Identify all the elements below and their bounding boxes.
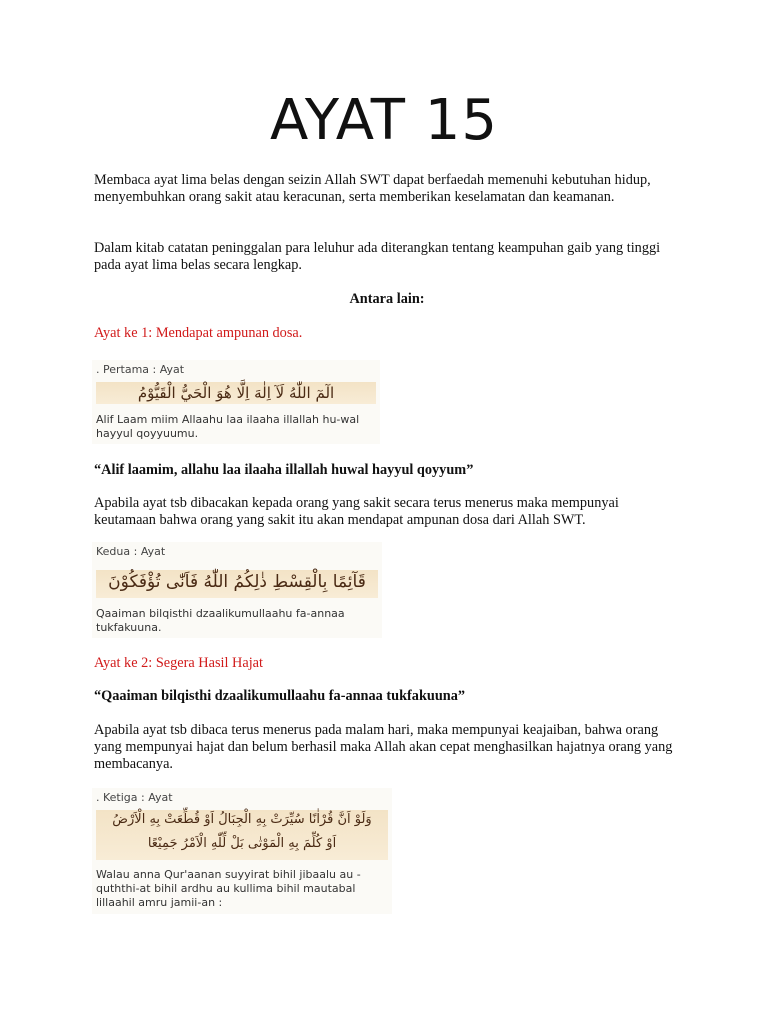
- section2-heading: Ayat ke 2: Segera Hasil Hajat: [94, 655, 264, 671]
- ayat3-scan-image: [92, 788, 392, 914]
- page-title: AYAT 15: [269, 88, 499, 153]
- section1-body: Apabila ayat tsb dibacakan kepada orang yang sakit secara terus menerus maka mempunyai keutamaan bahwa orang yang sakit itu akan mendapat ampunan dosa dari Allah SWT.: [94, 495, 619, 528]
- scan1-transliteration: Alif Laam miim Allaahu laa ilaaha illallah hu-wal hayyul qoyyuumu.: [96, 413, 360, 440]
- scan3-arabic-line1: وَلَوْ اَنَّ قُرْاٰنًا سُيِّرَتْ بِهِ الْجِبَالُ اَوْ قُطِّعَتْ بِهِ الْاَرْضُ: [112, 812, 372, 827]
- section2-body: Apabila ayat tsb dibaca terus menerus pada malam hari, maka mempunyai keajaiban, bahwa orang yang mempunyai hajat dan belum berhasil maka Allah akan cepat menghasilkan hajatnya orang yang membacanya.: [94, 722, 673, 772]
- section1-heading: Ayat ke 1: Mendapat ampunan dosa.: [94, 325, 303, 341]
- scan3-transliteration: Walau anna Qur'aanan suyyirat bihil jibaalu au - quththi-at bihil ardhu au kullima bihil mautabal lillaahil amru jamii-an :: [96, 868, 361, 909]
- scan3-arabic-line2: اَوْ كُلِّمَ بِهِ الْمَوْتٰى بَلْ لِّلّٰهِ الْاَمْرُ جَمِيْعًا: [147, 836, 337, 851]
- intro-paragraph-2: Dalam kitab catatan peninggalan para leluhur ada diterangkan tentang keampuhan gaib yang tinggi pada ayat lima belas secara lengkap.: [94, 240, 661, 273]
- scan2-transliteration: Qaaiman bilqisthi dzaalikumullaahu fa-annaa tukfakuuna.: [96, 607, 345, 634]
- intro-paragraph-1: Membaca ayat lima belas dengan seizin Allah SWT dapat berfaedah memenuhi kebutuhan hidup, menyembuhkan orang sakit atau keracunan, serta memberikan keselamatan dan keamanan.: [94, 172, 651, 205]
- scan2-label: Kedua : Ayat: [96, 545, 166, 558]
- section1-quote: “Alif laamim, allahu laa ilaaha illallah huwal hayyul qoyyum”: [94, 462, 474, 478]
- scan1-label: . Pertama : Ayat: [96, 363, 185, 376]
- section2-quote: “Qaaiman bilqisthi dzaalikumullaahu fa-annaa tukfakuuna”: [94, 688, 466, 704]
- antara-heading: Antara lain:: [349, 291, 425, 307]
- scan1-arabic: الٓمٓ اللّٰهُ لَآ اِلٰهَ اِلَّا هُوَ الْحَيُّ الْقَيُّوْمُ: [137, 384, 335, 402]
- ayat2-scan-image: [92, 542, 382, 638]
- ayat1-scan-image: [92, 360, 380, 444]
- scan3-label: . Ketiga : Ayat: [96, 791, 173, 804]
- scan2-arabic: قَآئِمًا بِالْقِسْطِ ذٰلِكُمُ اللّٰهُ فَاَنّٰى تُؤْفَكُوْنَ: [108, 572, 366, 592]
